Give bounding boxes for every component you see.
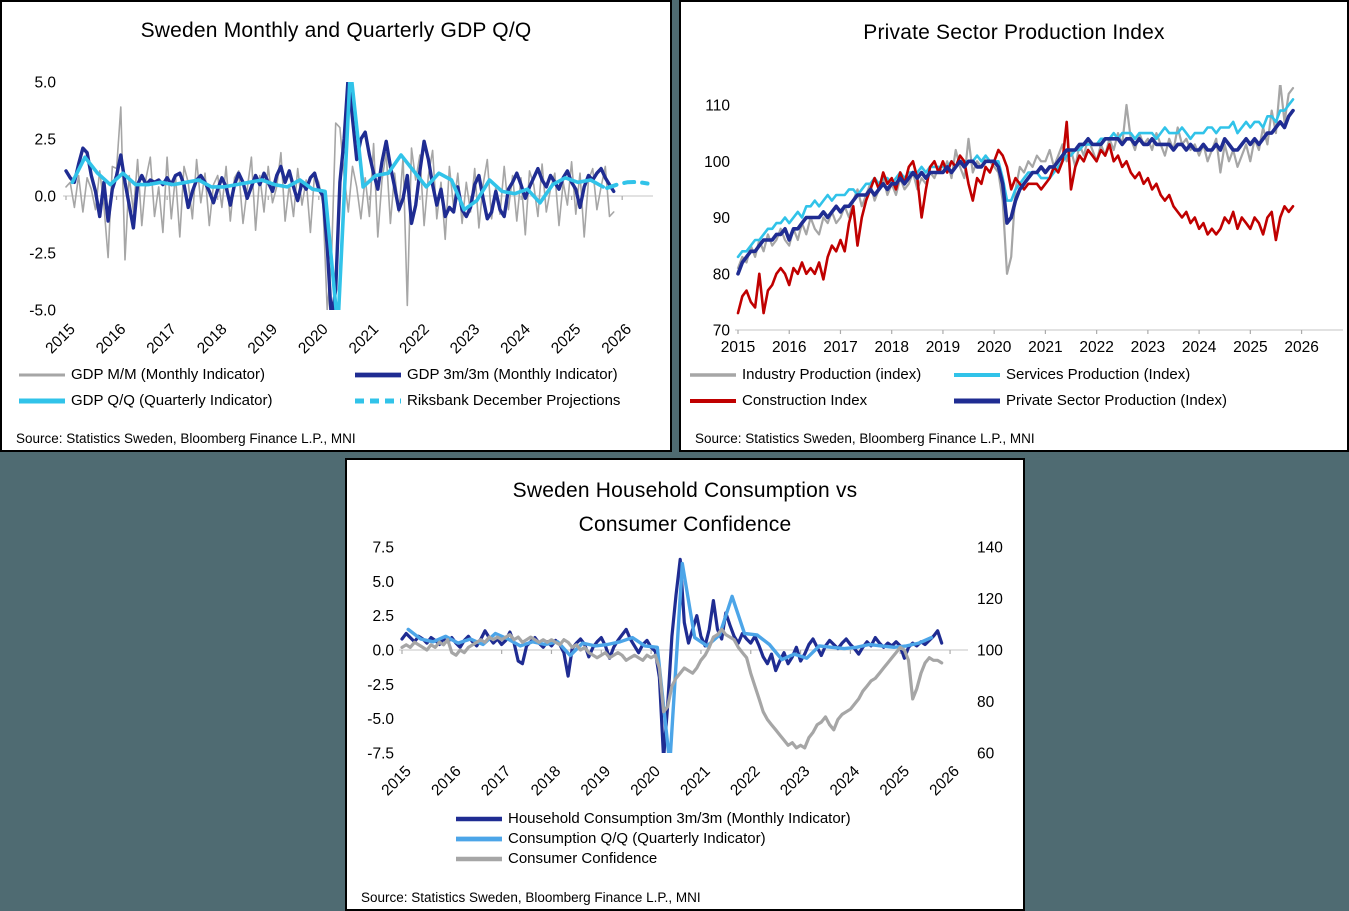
x-tick-label: 2022 <box>1079 339 1114 356</box>
x-tick-label: 2022 <box>727 762 764 800</box>
y-tick-label: 90 <box>712 210 730 227</box>
production-chart-title: Private Sector Production Index <box>863 21 1165 44</box>
legend-label: Consumption Q/Q (Quarterly Indicator) <box>508 830 766 847</box>
x-tick-label: 2015 <box>720 339 756 356</box>
x-tick-label: 2025 <box>548 320 585 358</box>
y-tick-label: 5.0 <box>34 74 56 92</box>
legend-item-services-production-index <box>953 366 1227 383</box>
legend-item-private-sector-production-index <box>953 392 1227 409</box>
legend-label: Consumer Confidence <box>508 850 658 867</box>
consumer-confidence-swatch <box>455 854 503 864</box>
x-tick-label: 2023 <box>446 320 484 358</box>
x-tick-label: 2021 <box>345 320 383 358</box>
legend-item-riksbank-december-projections <box>354 392 620 409</box>
x-tick-label: 2024 <box>1181 339 1217 356</box>
x-tick-label: 2019 <box>925 339 961 356</box>
y-tick-label: 0.0 <box>34 188 56 206</box>
legend-label: Household Consumption 3m/3m (Monthly Indicator) <box>508 810 851 827</box>
y-tick-label: -5.0 <box>29 302 56 320</box>
y-tick-label: -7.5 <box>367 745 394 763</box>
production-chart-legend <box>689 366 1227 409</box>
legend-label: Services Production (Index) <box>1006 366 1191 383</box>
x-tick-label: 2026 <box>598 320 636 358</box>
y-tick-label: -2.5 <box>367 676 394 694</box>
y2-tick-label: 100 <box>977 642 1003 660</box>
x-tick-label: 2026 <box>1284 339 1319 356</box>
construction-index-swatch <box>689 396 737 406</box>
legend-item-household-consumption-3m-3m-monthly-indicator <box>455 810 851 827</box>
x-tick-label: 2021 <box>677 762 714 800</box>
x-tick-label: 2016 <box>428 762 465 800</box>
consumption-chart-source: Source: Statistics Sweden, Bloomberg Finance L.P., MNI <box>361 890 701 905</box>
y-tick-label: 70 <box>712 322 730 340</box>
x-tick-label: 2021 <box>1028 339 1063 356</box>
y-tick-label: -5.0 <box>367 711 394 729</box>
legend-item-construction-index <box>689 392 953 409</box>
production-chart-panel <box>679 0 1349 452</box>
x-tick-label: 2015 <box>42 320 79 358</box>
gdp-chart-legend <box>18 366 620 409</box>
legend-label: Riksbank December Projections <box>407 392 621 409</box>
x-tick-label: 2018 <box>874 339 909 356</box>
gdp-q-q-quarterly-indicator-swatch <box>18 396 66 406</box>
x-tick-label: 2024 <box>826 762 864 800</box>
legend-item-industry-production-index <box>689 366 953 383</box>
riksbank-december-projections-swatch <box>354 396 402 406</box>
y2-tick-label: 140 <box>977 539 1003 557</box>
production-chart-source: Source: Statistics Sweden, Bloomberg Finance L.P., MNI <box>695 431 1035 446</box>
legend-label: GDP 3m/3m (Monthly Indicator) <box>407 366 618 383</box>
y-tick-label: 100 <box>704 153 730 171</box>
x-tick-label: 2024 <box>497 320 534 358</box>
x-tick-label: 2020 <box>295 320 332 358</box>
legend-item-gdp-m-m-monthly-indicator <box>18 366 354 383</box>
x-tick-label: 2025 <box>876 762 914 800</box>
private-sector-production-index-swatch <box>953 396 1001 406</box>
x-tick-label: 2025 <box>1233 339 1268 356</box>
legend-item-gdp-q-q-quarterly-indicator <box>18 392 354 409</box>
riksbank-december-projections-line <box>607 182 648 188</box>
x-tick-label: 2022 <box>396 320 433 358</box>
consumption-q-q-quarterly-indicator-swatch <box>455 834 503 844</box>
x-tick-label: 2023 <box>777 762 814 800</box>
x-tick-label: 2016 <box>92 320 130 358</box>
y-tick-label: 80 <box>712 266 730 284</box>
legend-label: GDP Q/Q (Quarterly Indicator) <box>71 392 273 409</box>
gdp-chart-title: Sweden Monthly and Quarterly GDP Q/Q <box>140 19 532 42</box>
services-production-index-swatch <box>953 370 1001 380</box>
x-tick-label: 2017 <box>143 320 180 358</box>
x-tick-label: 2018 <box>194 320 231 358</box>
y-tick-label: 7.5 <box>372 539 394 557</box>
legend-item-gdp-3m-3m-monthly-indicator <box>354 366 620 383</box>
y-tick-label: 110 <box>705 97 730 115</box>
x-tick-label: 2020 <box>976 339 1012 356</box>
x-tick-label: 2019 <box>244 320 282 358</box>
legend-label: Industry Production (index) <box>742 366 922 383</box>
x-tick-label: 2017 <box>823 339 858 356</box>
industry-production-index-swatch <box>689 370 737 380</box>
legend-item-consumer-confidence <box>455 850 851 867</box>
x-tick-label: 2015 <box>378 762 415 800</box>
y-tick-label: 5.0 <box>372 573 394 591</box>
x-tick-label: 2018 <box>527 762 565 800</box>
consumption-chart-panel <box>345 458 1025 911</box>
y-tick-label: 2.5 <box>34 131 56 149</box>
y-tick-label: -2.5 <box>29 245 56 263</box>
x-tick-label: 2017 <box>478 762 515 800</box>
consumption-chart-title: Sweden Household Consumption vs Consumer Confidence <box>512 479 858 536</box>
y2-tick-label: 60 <box>977 745 995 763</box>
y2-tick-label: 80 <box>977 694 995 711</box>
gdp-m-m-monthly-indicator-swatch <box>18 370 66 380</box>
consumption-chart-legend <box>455 810 851 867</box>
x-tick-label: 2016 <box>771 339 807 356</box>
legend-label: GDP M/M (Monthly Indicator) <box>71 366 265 383</box>
x-tick-label: 2020 <box>627 762 664 800</box>
household-consumption-3m-3m-monthly-indicator-swatch <box>455 814 503 824</box>
x-tick-label: 2023 <box>1130 339 1166 356</box>
y2-tick-label: 120 <box>977 591 1003 608</box>
gdp-3m-3m-monthly-indicator-swatch <box>354 370 402 380</box>
y-tick-label: 0.0 <box>372 642 394 660</box>
y-tick-label: 2.5 <box>372 608 394 626</box>
x-tick-label: 2026 <box>926 762 963 800</box>
gdp-chart-panel <box>0 0 672 452</box>
gdp-chart-source: Source: Statistics Sweden, Bloomberg Finance L.P., MNI <box>16 431 356 446</box>
legend-label: Construction Index <box>742 392 868 409</box>
legend-label: Private Sector Production (Index) <box>1006 392 1227 409</box>
legend-item-consumption-q-q-quarterly-indicator <box>455 830 851 847</box>
x-tick-label: 2019 <box>577 762 615 800</box>
